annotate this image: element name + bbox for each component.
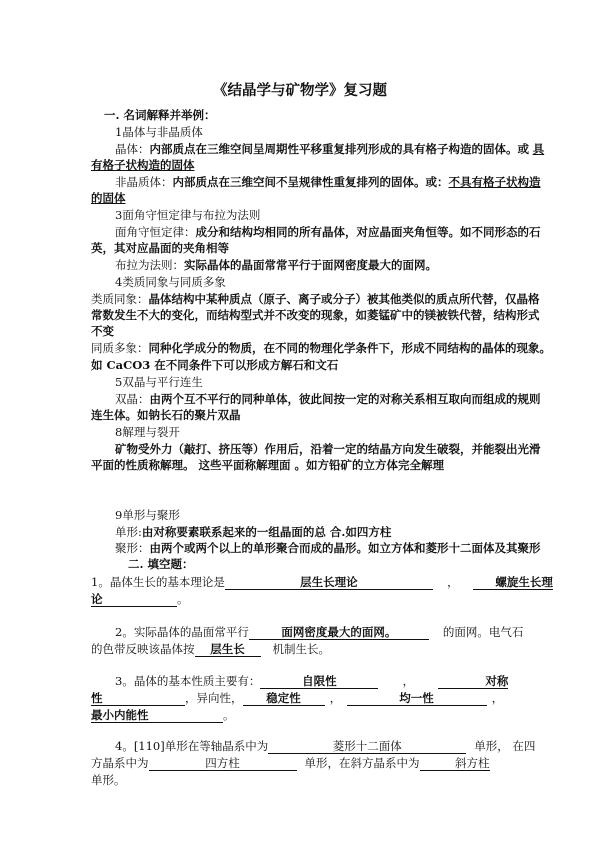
- q1-line2: 论 。: [91, 592, 189, 606]
- iso-def-cont: 常数发生不大的变化，而结构型式并不改变的现象，如菱锰矿中的镁被铁代替，结构形式: [91, 308, 540, 322]
- simple-form-def: 单形:由对称要素联系起来的一组晶面的总 合.如四方柱: [115, 525, 392, 539]
- q2-answer1: 面网密度最大的面网。: [249, 624, 429, 640]
- q4-line2: 方晶系中为 四方柱 单形，在斜方晶系中为 斜方柱: [91, 756, 490, 770]
- t3-heading: 3面角守恒定律与布拉为法则: [115, 208, 261, 222]
- q1-answer1: 层生长理论: [225, 574, 433, 590]
- q4-line3: 单形。: [91, 773, 126, 787]
- t5-heading: 5双晶与平行连生: [115, 375, 203, 389]
- poly-def-cont: 如 CaCO3 在不同条件下可以形成方解石和文石: [91, 358, 339, 372]
- combined-form-def: 聚形：由两个或两个以上的单形聚合而成的晶形。如立方体和菱形十二面体及其聚形: [115, 541, 541, 555]
- q4-answer2: 四方柱: [149, 755, 297, 771]
- amorph-def: 非晶质体：内部质点在三维空间不呈规律性重复排列的固体。或：不具有格子状构造: [115, 175, 541, 189]
- section2-heading: 二. 填空题：: [128, 557, 194, 571]
- twin-def: 双晶：由两个互不平行的同种单体，彼此间按一定的对称关系相互取向而组成的规则: [115, 392, 541, 406]
- bravais-def: 布拉为法则：实际晶体的晶面常常平行于面网密度最大的面网。: [115, 258, 437, 272]
- law-def-cont: 英，其对应晶面的夹角相等: [91, 241, 229, 255]
- section1-heading: 一. 名词解释并举例：: [104, 108, 216, 122]
- iso-def: 类质同象：晶体结构中某种质点（原子、离子或分子）被其他类似的质点所代替，仅晶格: [91, 292, 540, 306]
- q2-answer2: 层生长: [195, 641, 261, 657]
- t4-heading: 4类质同象与同质多象: [115, 275, 226, 289]
- cleavage-def-cont: 平面的性质称解理。 这些平面称解理面 。如方铅矿的立方体完全解理: [91, 458, 445, 472]
- q4-answer3: 斜方柱: [420, 755, 490, 771]
- amorph-def-cont: 的固体: [91, 191, 126, 205]
- twin-def-cont: 连生体。如钠长石的聚片双晶: [91, 408, 241, 422]
- q3-answer1: 自限性: [260, 673, 378, 689]
- q3-answer5: 最小内能性: [91, 707, 223, 723]
- poly-def: 同质多象：同种化学成分的物质，在不同的物理化学条件下，形成不同结构的晶体的现象。: [91, 341, 551, 355]
- q3-answer2: 对称: [438, 673, 508, 689]
- q3-line1: 3。晶体的基本性质主要有： 自限性 ， 对称: [115, 674, 509, 688]
- page-title: 《结晶学与矿物学》复习题: [213, 82, 387, 99]
- t1-heading: 1晶体与非晶质体: [115, 125, 203, 139]
- q3-line3: 最小内能性 。: [91, 708, 235, 722]
- q3-answer4: 均一性: [347, 690, 487, 706]
- law-def: 面角守恒定律：成分和结构均相同的所有晶体，对应晶面夹角恒等。如不同形态的石: [115, 225, 541, 239]
- t9-heading: 9单形与聚形: [115, 508, 180, 522]
- crystal-def-cont: 有格子状构造的固体: [91, 158, 195, 172]
- q1-answer2: 螺旋生长理: [473, 574, 553, 590]
- crystal-def: 晶体：内部质点在三维空间呈周期性平移重复排列形成的具有格子构造的固体。或 具: [115, 142, 545, 156]
- t8-heading: 8解理与裂开: [115, 425, 180, 439]
- q3-line2: 性 ，异向性， 稳定性 ， 均一性 ，: [91, 691, 504, 705]
- q4-answer1: 菱形十二面体: [268, 738, 466, 754]
- q4-line1: 4。[110]单形在等轴晶系中为 菱形十二面体 单形， 在四: [115, 739, 536, 753]
- iso-def-cont2: 不变: [91, 324, 114, 338]
- q2-line1: 2。实际晶体的晶面常平行 面网密度最大的面网。 的面网。电气石: [115, 625, 524, 639]
- q3-answer3: 稳定性: [243, 690, 325, 706]
- q2-line2: 的色带反映该晶体按 层生长 机制生长。: [91, 642, 330, 656]
- cleavage-def: 矿物受外力（敲打、挤压等）作用后，沿着一定的结晶方向发生破裂，并能裂出光滑: [115, 442, 541, 456]
- q1-line1: 1。晶体生长的基本理论是 层生长理论 ， 螺旋生长理: [91, 575, 553, 589]
